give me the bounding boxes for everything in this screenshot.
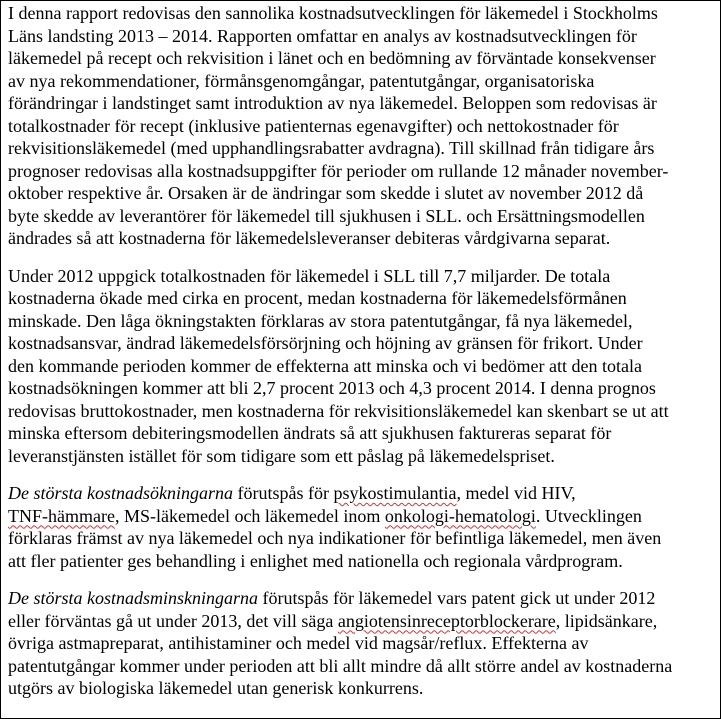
paragraph-intro: I denna rapport redovisas den sannolika kostnadsutvecklingen för läkemedel i Stockholms Läns landsting 2013 – 2014. Rapporten omfattar en analys av kostnadsutvecklingen för läkemedel på recept och rekvisition i länet och en bedömning av förväntade konsekvenser av nya rekommendationer, förmånsgenomgångar, patentutgångar, organisatoriska förändringar i landstinget samt introduktion av nya läkemedel. Beloppen som redovisas är totalkostnader för recept (inklusive patienternas egenavgifter) och nettokostnader för rekvisitionsläkemedel (med upphandlingsrabatter avdragna). Till skillnad från tidigare års prognoser redovisas alla kostnadsuppgifter för perioder om rullande 12 månader november- oktober respektive år. Orsaken är de ändringar som skedde i slutet av november 2012 då byte skedde av leverantörer för läkemedel till sjukhusen i SLL. och Ersättningsmodellen ändrades så att kostnaderna för läkemedelsleveranser debiteras vårdgivarna separat.	[8, 3, 669, 248]
spellcheck-word[interactable]: psykostimulantia	[333, 483, 457, 503]
spellcheck-word[interactable]: onkologi-hematologi	[384, 505, 536, 526]
text-segment: , medel vid HIV,	[456, 483, 576, 503]
text-segment: förutspås för	[233, 483, 334, 503]
spellcheck-word[interactable]: angiotensinreceptorblockerare	[337, 610, 556, 631]
text-segment: förutspås för läkemedel vars patent gick ut under 2012 eller förväntas gå ut under 2013, det vill säga	[8, 588, 656, 631]
spellcheck-word[interactable]: TNF-hämmare	[8, 505, 115, 526]
paragraph-2012-costs: Under 2012 uppgick totalkostnaden för läkemedel i SLL till 7,7 miljarder. De totala kostnaderna ökade med cirka en procent, medan kostnaderna för läkemedelsförmånen minskade. Den låga ökningstakten förklaras av stora patentutgångar, få nya läkemedel, kostnadsansvar, ändrad läkemedelsförsörjning och höjning av gränsen för frikort. Under den kommande perioden kommer de effekterna att minska och vi bedömer att den totala kostnadsökningen kommer att bli 2,7 procent 2013 och 4,3 procent 2014. I denna prognos redovisas bruttokostnader, men kostnaderna för rekvisitionsläkemedel kan skenbart se ut att minska eftersom debiteringsmodellen ändrats så att sjukhusen faktureras separat för leveranstjänsten istället för som tidigare som ett påslag på läkemedelspriset.	[8, 265, 669, 466]
text-segment: , MS-läkemedel och läkemedel inom	[114, 505, 385, 526]
lead-phrase-increases: De största kostnadsökningarna	[8, 483, 233, 503]
text-segment: . Utvecklingen förklaras främst av nya läkemedel och nya indikationer för befintliga läkemedel, men även att fler patienter ges behandling i enlighet med nationella och regionala vårdprogram.	[8, 505, 662, 571]
paragraph-cost-increases	[8, 482, 716, 572]
paragraph-cost-decreases	[8, 587, 716, 700]
text-segment: , lipidsänkare, övriga astmapreparat, antihistaminer och medel vid magsår/reflux. Effekterna av patentutgångar kommer under perioden att bli allt mindre då allt större andel av kostnaderna utgörs av biologiska läkemedel utan generisk konkurrens.	[8, 610, 673, 698]
lead-phrase-decreases: De största kostnadsminskningarna	[8, 588, 259, 608]
document-body	[8, 2, 716, 700]
